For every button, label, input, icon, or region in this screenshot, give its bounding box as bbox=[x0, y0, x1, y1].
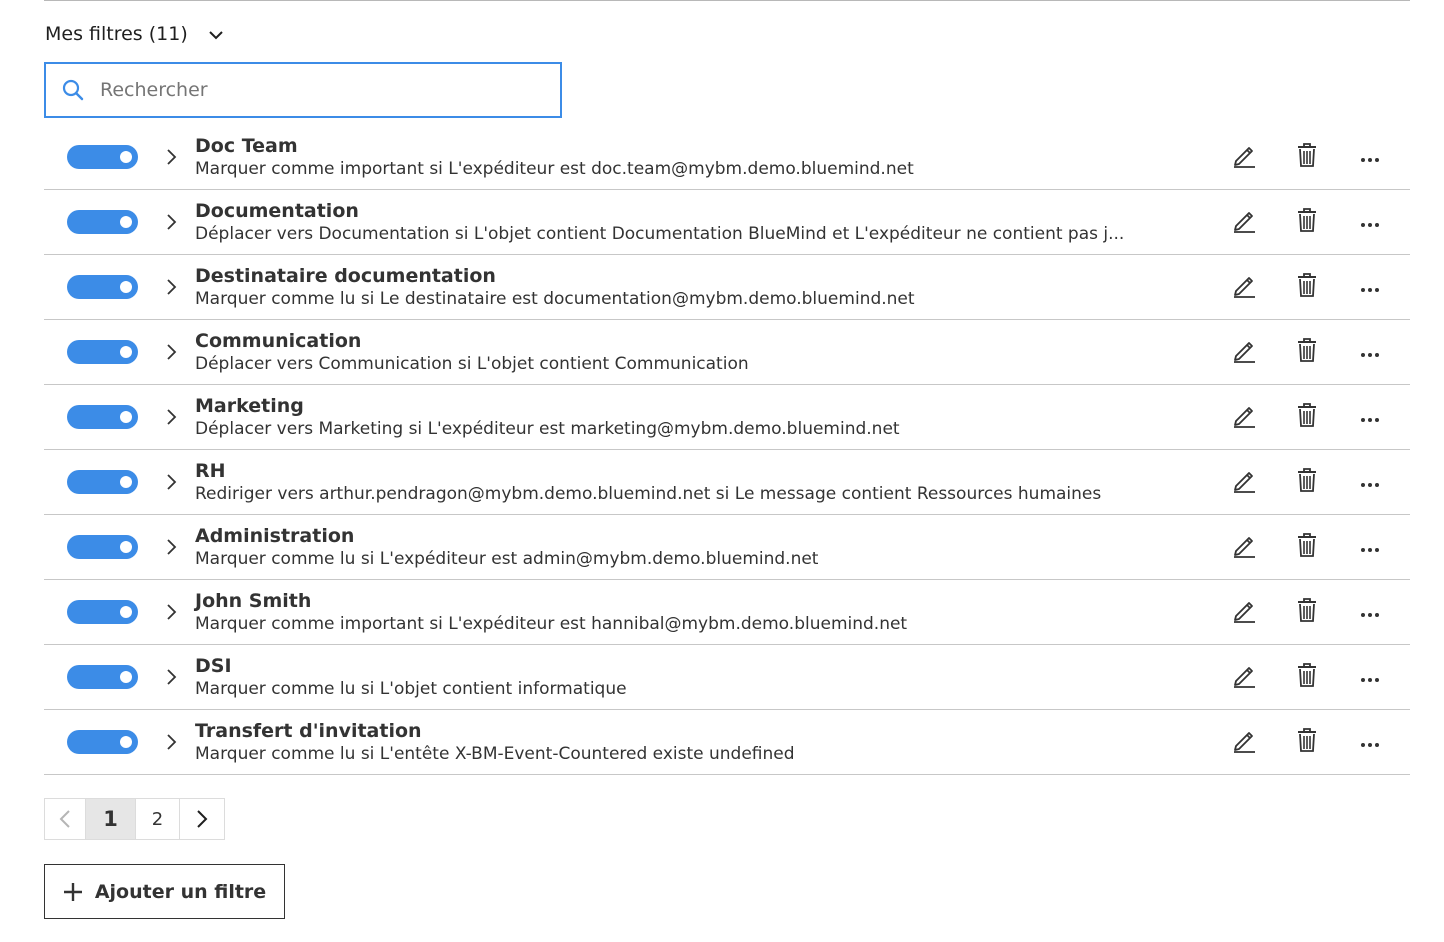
more-options-button[interactable] bbox=[1355, 337, 1385, 367]
filter-description: Rediriger vers arthur.pendragon@mybm.demo.bluemind.net si Le message contient Ressources humaines bbox=[195, 484, 1102, 504]
trash-icon bbox=[1296, 532, 1318, 562]
trash-icon bbox=[1296, 727, 1318, 757]
more-options-button[interactable] bbox=[1355, 272, 1385, 302]
filter-enabled-toggle[interactable] bbox=[67, 340, 138, 364]
delete-filter-button[interactable] bbox=[1292, 532, 1322, 562]
chevron-right-icon bbox=[196, 809, 208, 829]
more-dots-icon bbox=[1360, 408, 1380, 427]
edit-filter-button[interactable] bbox=[1229, 662, 1259, 692]
toggle-knob bbox=[120, 216, 132, 228]
filter-description: Marquer comme lu si L'entête X-BM-Event-Countered existe undefined bbox=[195, 744, 795, 764]
pagination bbox=[44, 798, 225, 840]
more-options-button[interactable] bbox=[1355, 532, 1385, 562]
more-options-button[interactable] bbox=[1355, 597, 1385, 627]
chevron-right-icon[interactable] bbox=[162, 408, 180, 426]
filter-enabled-toggle[interactable] bbox=[67, 145, 138, 169]
chevron-right-icon[interactable] bbox=[162, 278, 180, 296]
page-button-2[interactable]: 2 bbox=[136, 799, 180, 839]
edit-filter-button[interactable] bbox=[1229, 402, 1259, 432]
filter-name: Communication bbox=[195, 330, 362, 352]
search-icon bbox=[62, 79, 84, 101]
toggle-knob bbox=[120, 151, 132, 163]
page-button-1[interactable]: 1 bbox=[86, 799, 136, 839]
delete-filter-button[interactable] bbox=[1292, 207, 1322, 237]
filter-row[interactable] bbox=[44, 385, 1410, 450]
delete-filter-button[interactable] bbox=[1292, 272, 1322, 302]
toggle-knob bbox=[120, 671, 132, 683]
chevron-right-icon[interactable] bbox=[162, 538, 180, 556]
chevron-right-icon[interactable] bbox=[162, 733, 180, 751]
chevron-right-icon[interactable] bbox=[162, 668, 180, 686]
trash-icon bbox=[1296, 597, 1318, 627]
filter-description: Déplacer vers Communication si L'objet contient Communication bbox=[195, 354, 749, 374]
filter-list bbox=[44, 125, 1410, 775]
filter-enabled-toggle[interactable] bbox=[67, 210, 138, 234]
edit-filter-button[interactable] bbox=[1229, 142, 1259, 172]
trash-icon bbox=[1296, 272, 1318, 302]
more-dots-icon bbox=[1360, 148, 1380, 167]
trash-icon bbox=[1296, 662, 1318, 692]
chevron-right-icon[interactable] bbox=[162, 473, 180, 491]
pencil-icon bbox=[1231, 532, 1257, 562]
edit-filter-button[interactable] bbox=[1229, 467, 1259, 497]
more-dots-icon bbox=[1360, 668, 1380, 687]
more-dots-icon bbox=[1360, 213, 1380, 232]
next-page-button[interactable] bbox=[180, 799, 224, 839]
more-options-button[interactable] bbox=[1355, 727, 1385, 757]
filter-enabled-toggle[interactable] bbox=[67, 535, 138, 559]
pencil-icon bbox=[1231, 727, 1257, 757]
filter-enabled-toggle[interactable] bbox=[67, 730, 138, 754]
pencil-icon bbox=[1231, 467, 1257, 497]
edit-filter-button[interactable] bbox=[1229, 727, 1259, 757]
filter-name: DSI bbox=[195, 655, 232, 677]
edit-filter-button[interactable] bbox=[1229, 207, 1259, 237]
add-filter-button[interactable] bbox=[44, 864, 285, 919]
filter-name: Administration bbox=[195, 525, 355, 547]
filter-name: Documentation bbox=[195, 200, 359, 222]
filter-enabled-toggle[interactable] bbox=[67, 275, 138, 299]
toggle-knob bbox=[120, 281, 132, 293]
delete-filter-button[interactable] bbox=[1292, 337, 1322, 367]
filter-row[interactable] bbox=[44, 190, 1410, 255]
filter-name: Destinataire documentation bbox=[195, 265, 496, 287]
delete-filter-button[interactable] bbox=[1292, 662, 1322, 692]
filter-description: Déplacer vers Documentation si L'objet contient Documentation BlueMind et L'expéditeur ne contient pas j... bbox=[195, 224, 1125, 244]
edit-filter-button[interactable] bbox=[1229, 532, 1259, 562]
edit-filter-button[interactable] bbox=[1229, 597, 1259, 627]
edit-filter-button[interactable] bbox=[1229, 272, 1259, 302]
more-options-button[interactable] bbox=[1355, 662, 1385, 692]
chevron-left-icon bbox=[59, 809, 71, 829]
search-input[interactable] bbox=[98, 78, 532, 102]
toggle-knob bbox=[120, 541, 132, 553]
more-dots-icon bbox=[1360, 278, 1380, 297]
section-title: Mes filtres (11) bbox=[45, 23, 188, 45]
pencil-icon bbox=[1231, 662, 1257, 692]
filters-section-header[interactable] bbox=[45, 20, 224, 48]
filter-description: Marquer comme important si L'expéditeur est doc.team@mybm.demo.bluemind.net bbox=[195, 159, 914, 179]
pencil-icon bbox=[1231, 207, 1257, 237]
filter-row[interactable] bbox=[44, 255, 1410, 320]
delete-filter-button[interactable] bbox=[1292, 142, 1322, 172]
toggle-knob bbox=[120, 476, 132, 488]
filter-description: Marquer comme lu si Le destinataire est documentation@mybm.demo.bluemind.net bbox=[195, 289, 915, 309]
more-dots-icon bbox=[1360, 473, 1380, 492]
filter-row[interactable] bbox=[44, 710, 1410, 775]
pencil-icon bbox=[1231, 337, 1257, 367]
toggle-knob bbox=[120, 346, 132, 358]
more-options-button[interactable] bbox=[1355, 402, 1385, 432]
filter-name: Doc Team bbox=[195, 135, 298, 157]
toggle-knob bbox=[120, 411, 132, 423]
chevron-down-icon[interactable] bbox=[208, 27, 224, 43]
filter-row[interactable] bbox=[44, 320, 1410, 385]
pencil-icon bbox=[1231, 142, 1257, 172]
chevron-right-icon[interactable] bbox=[162, 603, 180, 621]
delete-filter-button[interactable] bbox=[1292, 597, 1322, 627]
top-divider bbox=[44, 0, 1410, 1]
delete-filter-button[interactable] bbox=[1292, 727, 1322, 757]
more-options-button[interactable] bbox=[1355, 207, 1385, 237]
filter-enabled-toggle[interactable] bbox=[67, 600, 138, 624]
trash-icon bbox=[1296, 142, 1318, 172]
trash-icon bbox=[1296, 467, 1318, 497]
toggle-knob bbox=[120, 736, 132, 748]
filter-description: Déplacer vers Marketing si L'expéditeur est marketing@mybm.demo.bluemind.net bbox=[195, 419, 900, 439]
filter-name: RH bbox=[195, 460, 226, 482]
filter-enabled-toggle[interactable] bbox=[67, 470, 138, 494]
pencil-icon bbox=[1231, 272, 1257, 302]
filter-row[interactable] bbox=[44, 515, 1410, 580]
filter-row[interactable] bbox=[44, 125, 1410, 190]
filter-enabled-toggle[interactable] bbox=[67, 665, 138, 689]
more-dots-icon bbox=[1360, 733, 1380, 752]
plus-icon bbox=[63, 882, 83, 902]
trash-icon bbox=[1296, 207, 1318, 237]
more-dots-icon bbox=[1360, 538, 1380, 557]
chevron-right-icon[interactable] bbox=[162, 148, 180, 166]
toggle-knob bbox=[120, 606, 132, 618]
more-options-button[interactable] bbox=[1355, 467, 1385, 497]
filter-description: Marquer comme lu si L'expéditeur est admin@mybm.demo.bluemind.net bbox=[195, 549, 819, 569]
filter-row[interactable] bbox=[44, 580, 1410, 645]
previous-page-button[interactable] bbox=[45, 799, 86, 839]
edit-filter-button[interactable] bbox=[1229, 337, 1259, 367]
delete-filter-button[interactable] bbox=[1292, 402, 1322, 432]
filter-description: Marquer comme lu si L'objet contient informatique bbox=[195, 679, 627, 699]
filter-name: John Smith bbox=[195, 590, 312, 612]
more-dots-icon bbox=[1360, 343, 1380, 362]
trash-icon bbox=[1296, 337, 1318, 367]
filter-name: Transfert d'invitation bbox=[195, 720, 422, 742]
trash-icon bbox=[1296, 402, 1318, 432]
filter-description: Marquer comme important si L'expéditeur est hannibal@mybm.demo.bluemind.net bbox=[195, 614, 908, 634]
filter-row[interactable] bbox=[44, 450, 1410, 515]
more-dots-icon bbox=[1360, 603, 1380, 622]
more-options-button[interactable] bbox=[1355, 142, 1385, 172]
filter-row[interactable] bbox=[44, 645, 1410, 710]
delete-filter-button[interactable] bbox=[1292, 467, 1322, 497]
search-box[interactable] bbox=[44, 62, 562, 118]
pencil-icon bbox=[1231, 597, 1257, 627]
pencil-icon bbox=[1231, 402, 1257, 432]
filter-name: Marketing bbox=[195, 395, 304, 417]
add-filter-label: Ajouter un filtre bbox=[94, 880, 267, 903]
filter-enabled-toggle[interactable] bbox=[67, 405, 138, 429]
chevron-right-icon[interactable] bbox=[162, 343, 180, 361]
chevron-right-icon[interactable] bbox=[162, 213, 180, 231]
